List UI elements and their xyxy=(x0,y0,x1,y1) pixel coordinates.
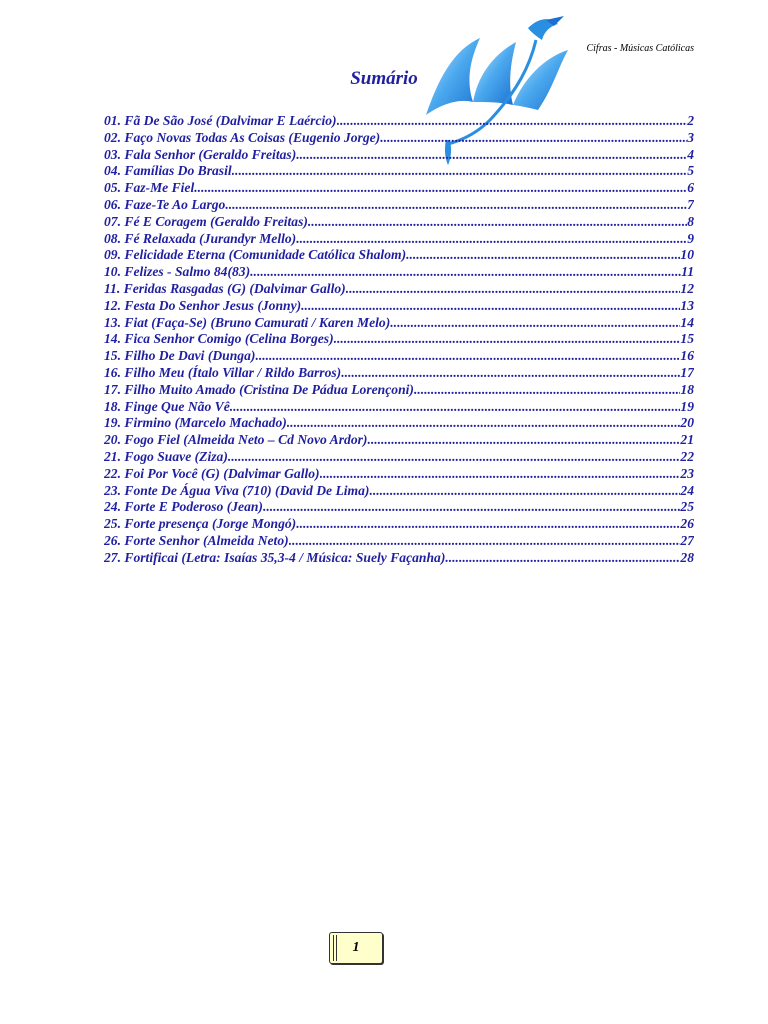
toc-entry-title: 10. Felizes - Salmo 84(83) xyxy=(104,264,251,280)
toc-entry[interactable] xyxy=(104,365,694,382)
toc-entry[interactable] xyxy=(104,331,694,348)
toc-dot-leader xyxy=(194,180,687,196)
toc-entry-page: 24 xyxy=(680,482,694,498)
toc-entry[interactable] xyxy=(104,281,694,298)
toc-dot-leader xyxy=(346,281,681,297)
toc-entry-title: 14. Fica Senhor Comigo (Celina Borges) xyxy=(104,331,334,347)
toc-entry-title: 15. Filho De Davi (Dunga) xyxy=(104,348,256,364)
toc-entry-page: 23 xyxy=(680,465,694,481)
toc-entry[interactable] xyxy=(104,264,694,281)
toc-entry[interactable] xyxy=(104,499,694,516)
toc-entry-page: 12 xyxy=(680,280,694,296)
toc-dot-leader xyxy=(225,197,687,213)
document-header: Cifras - Músicas Católicas xyxy=(586,43,694,54)
toc-entry-title: 23. Fonte De Água Viva (710) (David De Lima) xyxy=(104,482,370,498)
toc-dot-leader xyxy=(296,231,687,247)
toc-entry-title: 06. Faze-Te Ao Largo xyxy=(104,196,226,212)
toc-entry-title: 21. Fogo Suave (Ziza) xyxy=(104,448,228,464)
toc-entry-title: 02. Faço Novas Todas As Coisas (Eugenio Jorge) xyxy=(104,129,381,145)
toc-dot-leader xyxy=(255,348,680,364)
toc-entry-page: 2 xyxy=(687,113,694,128)
toc-entry[interactable] xyxy=(104,516,694,533)
toc-entry-page: 7 xyxy=(687,196,694,212)
toc-dot-leader xyxy=(406,247,680,263)
toc-entry[interactable] xyxy=(104,432,694,449)
toc-entry-title: 11. Feridas Rasgadas (G) (Dalvimar Gallo) xyxy=(104,280,346,296)
toc-entry[interactable] xyxy=(104,399,694,416)
toc-entry-page: 4 xyxy=(687,146,694,162)
toc-entry-title: 03. Fala Senhor (Geraldo Freitas) xyxy=(104,146,297,162)
toc-entry-title: 24. Forte E Poderoso (Jean) xyxy=(104,499,263,515)
toc-entry-title: 18. Finge Que Não Vê xyxy=(104,398,230,414)
toc-entry-page: 6 xyxy=(687,180,694,196)
toc-entry[interactable] xyxy=(104,550,694,567)
toc-dot-leader xyxy=(445,550,680,566)
toc-dot-leader xyxy=(334,331,681,347)
toc-entry-title: 22. Foi Por Você (G) (Dalvimar Gallo) xyxy=(104,465,320,481)
toc-entry-page: 21 xyxy=(680,432,694,448)
toc-entry-page: 28 xyxy=(680,549,694,565)
toc-entry-page: 14 xyxy=(680,314,694,330)
toc-entry[interactable] xyxy=(104,163,694,180)
toc-entry-title: 26. Forte Senhor (Almeida Neto) xyxy=(104,532,289,548)
toc-dot-leader xyxy=(337,113,688,129)
toc-dot-leader xyxy=(341,365,680,381)
toc-entry[interactable] xyxy=(104,247,694,264)
toc-entry-page: 10 xyxy=(680,247,694,263)
toc-entry[interactable] xyxy=(104,298,694,315)
toc-entry[interactable] xyxy=(104,180,694,197)
toc-entry[interactable] xyxy=(104,483,694,500)
toc-dot-leader xyxy=(289,533,681,549)
toc-entry-page: 5 xyxy=(687,163,694,179)
toc-entry[interactable] xyxy=(104,382,694,399)
toc-entry-page: 27 xyxy=(680,532,694,548)
toc-entry-page: 3 xyxy=(687,129,694,145)
toc-entry[interactable] xyxy=(104,449,694,466)
toc-entry-title: 20. Fogo Fiel (Almeida Neto – Cd Novo Ardor) xyxy=(104,432,368,448)
toc-entry[interactable] xyxy=(104,113,694,130)
toc-entry-title: 08. Fé Relaxada (Jurandyr Mello) xyxy=(104,230,297,246)
toc-entry-page: 20 xyxy=(680,415,694,431)
toc-dot-leader xyxy=(301,298,680,314)
toc-entry-page: 13 xyxy=(680,297,694,313)
toc-dot-leader xyxy=(367,432,680,448)
toc-entry[interactable] xyxy=(104,214,694,231)
toc-entry-page: 11 xyxy=(681,264,694,280)
toc-dot-leader xyxy=(228,449,681,465)
toc-entry-page: 26 xyxy=(680,516,694,532)
toc-entry-page: 25 xyxy=(680,499,694,515)
toc-dot-leader xyxy=(296,516,680,532)
toc-entry[interactable] xyxy=(104,231,694,248)
toc-entry-page: 17 xyxy=(680,364,694,380)
toc-dot-leader xyxy=(287,415,681,431)
toc-entry[interactable] xyxy=(104,415,694,432)
toc-entry[interactable] xyxy=(104,197,694,214)
toc-entry-page: 15 xyxy=(680,331,694,347)
toc-dot-leader xyxy=(390,315,680,331)
toc-entry[interactable] xyxy=(104,533,694,550)
toc-dot-leader xyxy=(250,264,681,280)
toc-entry-page: 16 xyxy=(680,348,694,364)
toc-entry[interactable] xyxy=(104,348,694,365)
toc-entry-page: 9 xyxy=(687,230,694,246)
table-of-contents xyxy=(104,113,694,567)
page-number-badge: 1 xyxy=(329,932,383,964)
toc-dot-leader xyxy=(320,466,681,482)
toc-entry[interactable] xyxy=(104,315,694,332)
toc-entry-page: 18 xyxy=(680,381,694,397)
toc-entry-page: 8 xyxy=(687,213,694,229)
toc-dot-leader xyxy=(380,130,687,146)
toc-entry-title: 17. Filho Muito Amado (Cristina De Pádua Lorençoni) xyxy=(104,381,414,397)
toc-dot-leader xyxy=(230,399,681,415)
page-title: Sumário xyxy=(350,68,418,89)
toc-entry-title: 05. Faz-Me Fiel xyxy=(104,180,195,196)
toc-entry-title: 27. Fortificai (Letra: Isaías 35,3-4 / Música: Suely Façanha) xyxy=(104,549,446,565)
toc-entry-title: 01. Fã De São José (Dalvimar E Laércio) xyxy=(104,113,337,128)
toc-entry-title: 04. Famílias Do Brasil xyxy=(104,163,232,179)
toc-dot-leader xyxy=(232,163,688,179)
toc-entry-title: 19. Firmino (Marcelo Machado) xyxy=(104,415,287,431)
toc-entry-page: 19 xyxy=(680,398,694,414)
toc-dot-leader xyxy=(369,483,680,499)
toc-entry-title: 09. Felicidade Eterna (Comunidade Católica Shalom) xyxy=(104,247,407,263)
toc-entry[interactable] xyxy=(104,130,694,147)
toc-dot-leader xyxy=(414,382,680,398)
toc-entry-title: 13. Fiat (Faça-Se) (Bruno Camurati / Karen Melo) xyxy=(104,314,391,330)
toc-entry-title: 07. Fé E Coragem (Geraldo Freitas) xyxy=(104,213,308,229)
toc-entry-page: 22 xyxy=(680,448,694,464)
toc-dot-leader xyxy=(296,147,687,163)
toc-dot-leader xyxy=(263,499,680,515)
toc-entry[interactable] xyxy=(104,466,694,483)
toc-entry[interactable] xyxy=(104,147,694,164)
toc-dot-leader xyxy=(308,214,687,230)
toc-entry-title: 25. Forte presença (Jorge Mongó) xyxy=(104,516,297,532)
toc-entry-title: 12. Festa Do Senhor Jesus (Jonny) xyxy=(104,297,302,313)
toc-entry-title: 16. Filho Meu (Ítalo Villar / Rildo Barros) xyxy=(104,364,342,380)
